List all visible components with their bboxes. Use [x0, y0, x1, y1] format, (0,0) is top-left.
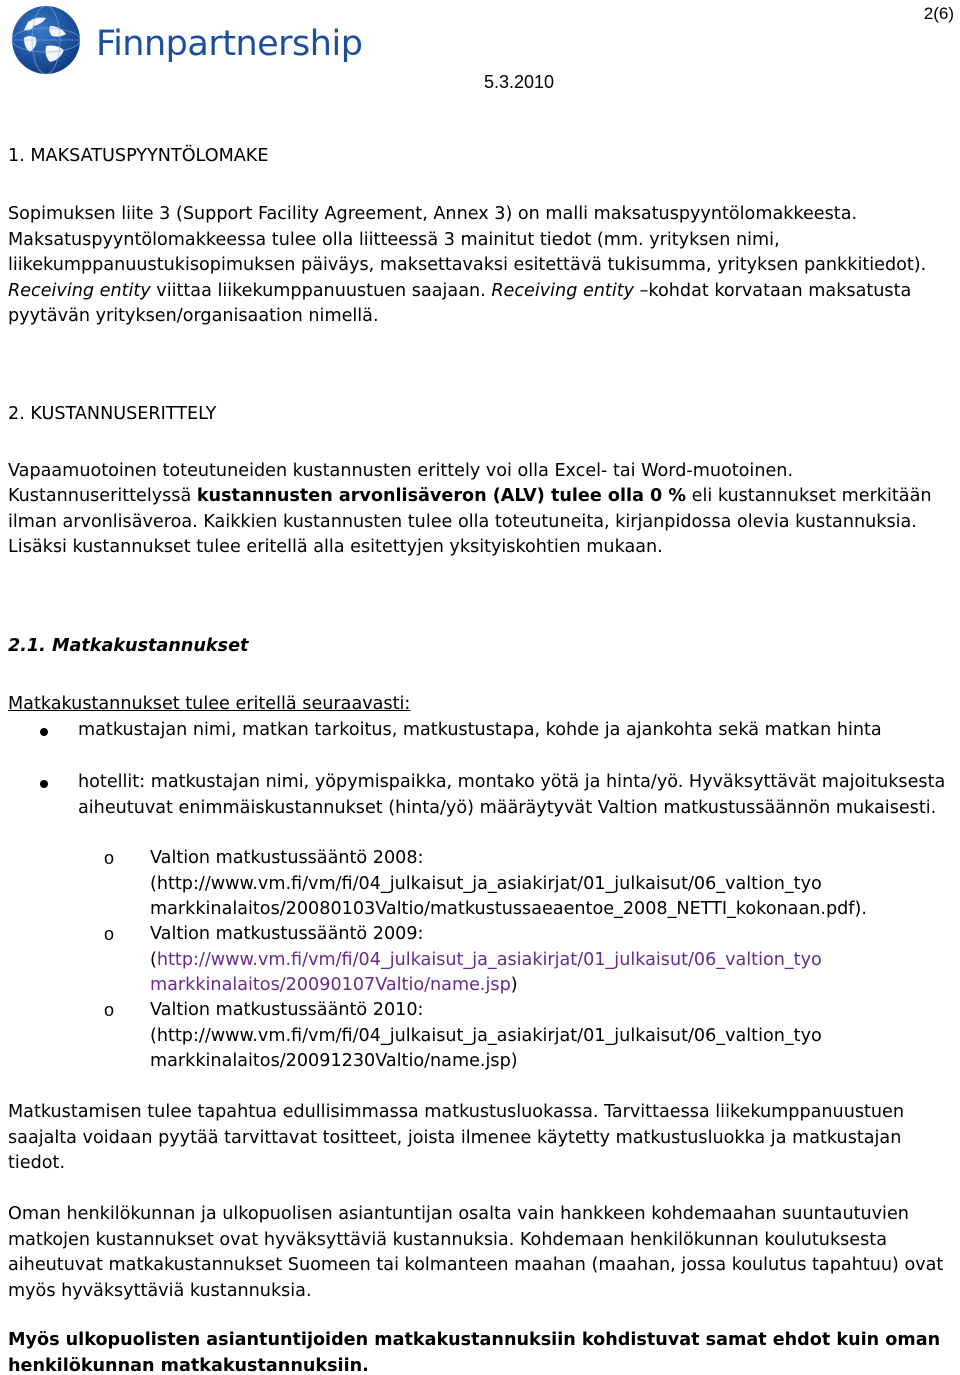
- section-2-1-intro: [8, 692, 958, 718]
- paren-close: ): [510, 975, 518, 995]
- term-receiving-entity: Receiving entity: [491, 280, 635, 301]
- sub-item-url-line-1: (http://www.vm.fi/vm/fi/04_julkaisut_ja_asiakirjat/01_julkaisut/06_valtion_tyo: [150, 1025, 822, 1046]
- section-2-heading: 2. KUSTANNUSERITTELY: [8, 404, 217, 424]
- list-item-text: hotellit: matkustajan nimi, yöpymispaikka, montako yötä ja hinta/yö. Hyväksyttävät majoituksesta aiheutuvat enimmäiskustannukset (hinta/yö) määräytyvät Valtion matkustussäännön mukaisesti.: [78, 772, 946, 818]
- list-item-text: matkustajan nimi, matkan tarkoitus, matkustustapa, kohde ja ajankohta sekä matkan hinta: [78, 720, 882, 740]
- bullet-icon: [40, 780, 48, 788]
- sub-item-url-line-1: (http://www.vm.fi/vm/fi/04_julkaisut_ja_asiakirjat/01_julkaisut/06_valtion_tyo: [150, 873, 822, 894]
- sub-item-url-line-2: markkinalaitos/20080103Valtio/matkustussaeaentoe_2008_NETTI_kokonaan.pdf).: [150, 899, 867, 919]
- document-date: 5.3.2010: [484, 72, 555, 92]
- sub-item-title: Valtion matkustussääntö 2008:: [150, 848, 424, 868]
- intro-underlined: Matkakustannukset tulee eritellä seuraavasti:: [8, 694, 411, 714]
- page-header: [0, 0, 960, 110]
- sub-item-title: Valtion matkustussääntö 2009:: [150, 924, 424, 944]
- section-1-heading: 1. MAKSATUSPYYNTÖLOMAKE: [8, 146, 269, 166]
- sub-list-item: [104, 846, 958, 923]
- sub-item-title: Valtion matkustussääntö 2010:: [150, 1000, 424, 1020]
- globe-logo-icon: [6, 4, 86, 76]
- sub-bullet-icon: o: [104, 848, 115, 868]
- page-number: 2(6): [923, 4, 954, 23]
- experts-travel-paragraph: Myös ulkopuolisten asiantuntijoiden matkakustannuksiin kohdistuvat samat ehdot kuin oman henkilökunnan matkakustannuksiin.: [8, 1330, 941, 1375]
- list-item: [78, 718, 958, 744]
- section-2-paragraph-1: Vapaamuotoinen toteutuneiden kustannusten erittely voi olla Excel- tai Word-muotoinen.: [8, 461, 794, 481]
- section-2-paragraph-2: [8, 484, 958, 561]
- term-receiving-entity: Receiving entity: [8, 280, 151, 301]
- sub-item-link-line-1: [150, 948, 958, 974]
- staff-travel-paragraph: Oman henkilökunnan ja ulkopuolisen asiantuntijan osalta vain hankkeen kohdemaahan suuntautuvien matkojen kustannukset ovat hyväksyttäviä kustannuksia. Kohdemaan henkilökunnan koulutuksesta aiheutuvat matkakustannukset Suomeen tai kolmanteen maahan (maahan, jossa koulutus tapahtuu) ovat myös hyväksyttäviä kustannuksia.: [8, 1204, 944, 1301]
- section-2-text-b: eli kustannukset merkitään ilman arvonlisäveroa. Kaikkien kustannusten tulee olla toteutuneita, kirjanpidossa olevia kustannuksia. Lisäksi kustannukset tulee eritellä alla esitettyjen yksityiskohtien mukaan.: [8, 486, 932, 557]
- sub-bullet-icon: o: [104, 1000, 115, 1020]
- section-1-text-b: viittaa liikekumppanuustuen saajaan.: [150, 280, 492, 301]
- sub-list-item: [104, 998, 958, 1075]
- sub-item-link-line-2: [150, 973, 958, 999]
- paren-open: (: [150, 949, 157, 970]
- sub-item-url-line-2: markkinalaitos/20091230Valtio/name.jsp): [150, 1051, 518, 1071]
- section-1-text-a: Sopimuksen liite 3 (Support Facility Agreement, Annex 3) on malli maksatuspyyntölomakkeesta. Maksatuspyyntölomakkeessa tulee olla liitteessä 3 mainitut tiedot (mm. yrityksen nimi, liikekumppanuustukisopimuksen päiväys, maksettavaksi esitettävä tukisumma, yrityksen pankkitiedot).: [8, 204, 927, 275]
- sub-bullet-icon: o: [104, 924, 115, 944]
- sub-list-item: [104, 922, 958, 999]
- section-1-text-c: –kohdat korvataan maksatusta pyytävän yrityksen/organisaation nimellä.: [8, 280, 912, 326]
- regulation-2009-link[interactable]: http://www.vm.fi/vm/fi/04_julkaisut_ja_asiakirjat/01_julkaisut/06_valtion_tyo: [156, 949, 822, 970]
- travel-class-paragraph: Matkustamisen tulee tapahtua edullisimmassa matkustusluokassa. Tarvittaessa liikekumppanuustuen saajalta voidaan pyytää tarvittavat tositteet, joista ilmenee käytetty matkustusluokka ja matkustajan tiedot.: [8, 1102, 905, 1173]
- section-2-text-a: Kustannuserittelyssä: [8, 486, 197, 506]
- section-1-paragraph: [8, 202, 958, 330]
- bullet-icon: [40, 728, 48, 736]
- list-item: [78, 770, 958, 821]
- vat-emphasis: kustannusten arvonlisäveron (ALV) tulee olla 0 %: [196, 486, 687, 506]
- regulation-2009-link[interactable]: markkinalaitos/20090107Valtio/name.jsp: [150, 975, 511, 995]
- section-2-1-heading: 2.1. Matkakustannukset: [8, 636, 249, 656]
- brand-wordmark: Finnpartnership: [96, 24, 363, 64]
